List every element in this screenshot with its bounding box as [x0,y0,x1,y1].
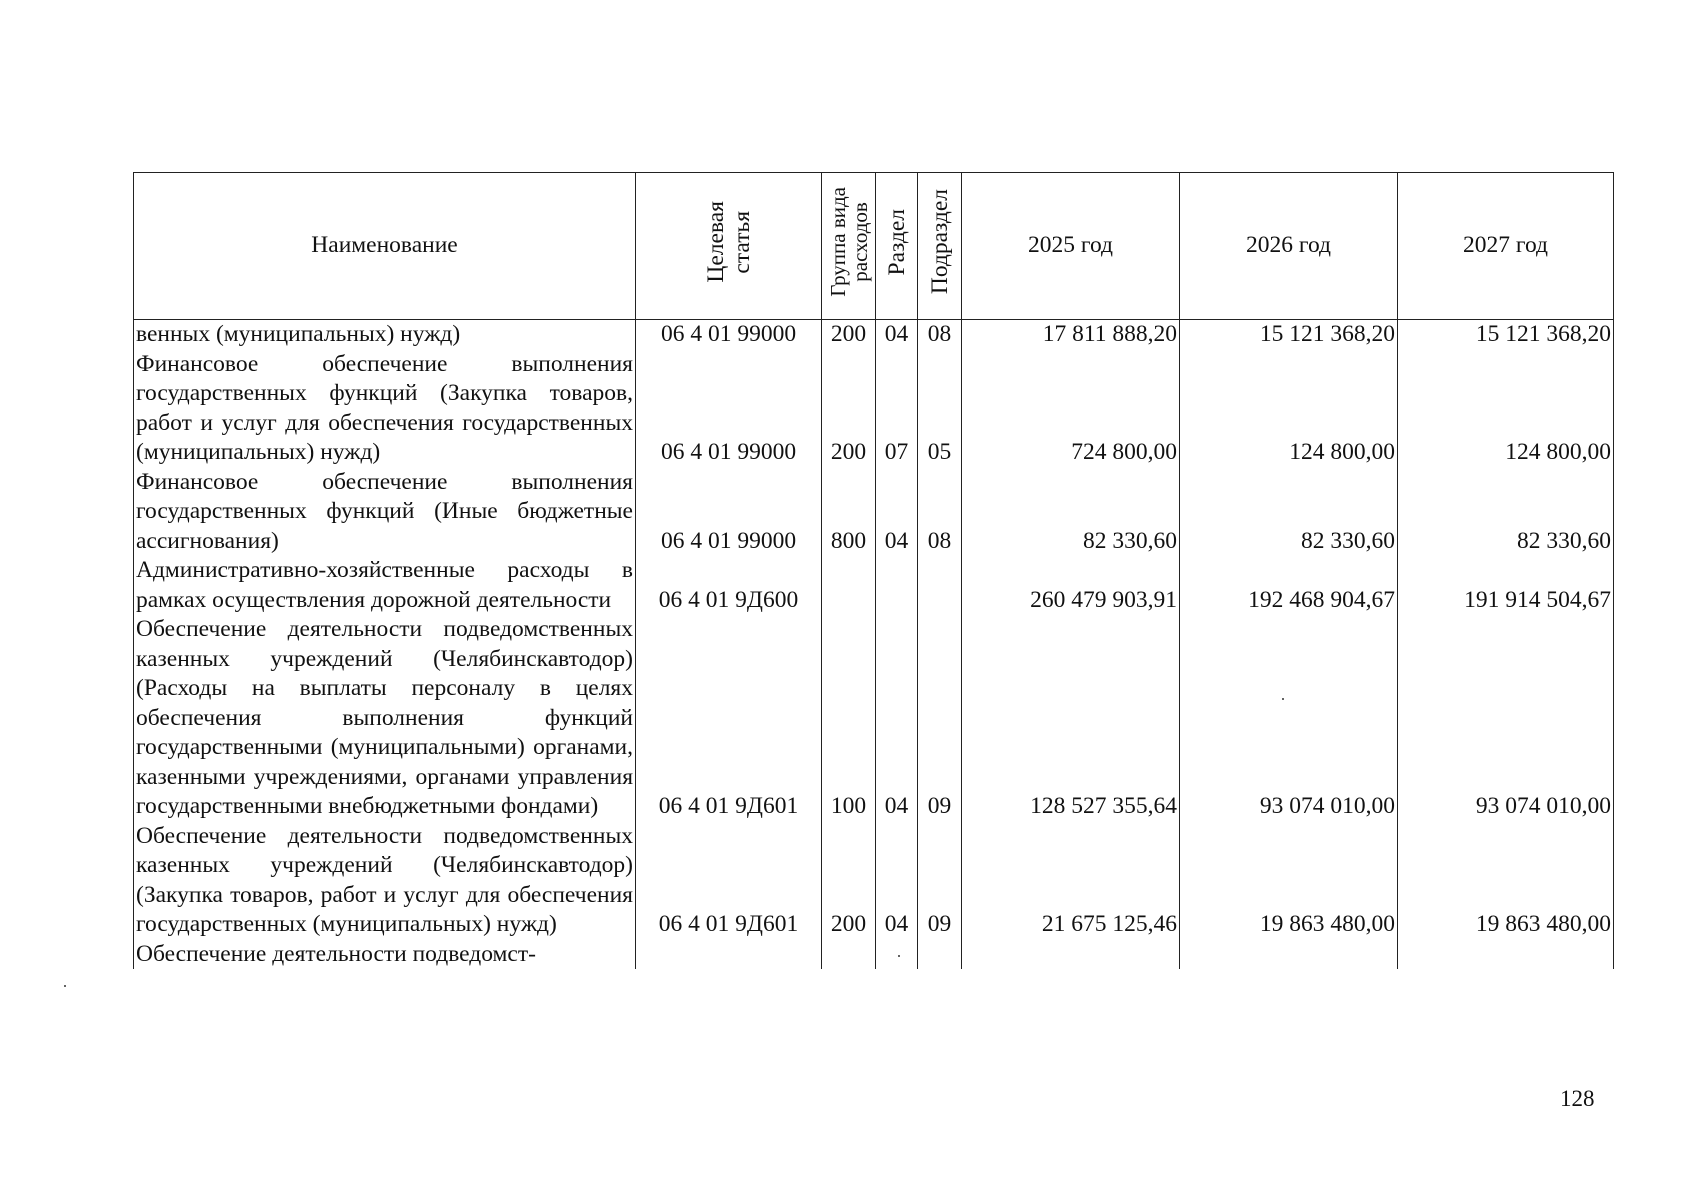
table-row [134,615,1614,822]
row-section: 04 [876,468,918,557]
row-amount-2025: 17 811 888,20 [962,320,1180,350]
table-row [134,940,1614,970]
row-section [876,940,918,970]
row-target-article: 06 4 01 9Д600 [636,556,822,615]
row-subsection: 08 [918,320,962,350]
row-amount-2027: 124 800,00 [1398,350,1614,468]
row-amount-2026: 15 121 368,20 [1180,320,1398,350]
row-amount-2027: 15 121 368,20 [1398,320,1614,350]
row-amount-2026: 93 074 010,00 [1180,615,1398,822]
row-name: Обеспечение деятельности подведомственных казенных учреждений (Челябинскавтодор) (Расходы на выплаты персоналу в целях обеспечения выполнения функций государственными (муниципальными) органами, казенными учреждениями, органами управления государственными внебюджетными фондами) [134,615,636,822]
row-name: Административно-хозяйственные расходы в рамках осуществления дорожной деятельности [134,556,636,615]
row-expense-group: 200 [822,320,876,350]
header-target-article: Целевая статья [636,173,822,320]
header-name: Наименование [134,173,636,320]
row-subsection [918,556,962,615]
row-section: 04 [876,320,918,350]
row-amount-2026: 19 863 480,00 [1180,822,1398,940]
row-target-article: 06 4 01 99000 [636,350,822,468]
row-amount-2025 [962,940,1180,970]
header-2026: 2026 год [1180,173,1398,320]
row-name: Финансовое обеспечение выполнения государственных функций (Иные бюджетные ассигнования) [134,468,636,557]
table-row [134,320,1614,350]
header-2025: 2025 год [962,173,1180,320]
row-name: венных (муниципальных) нужд) [134,320,636,350]
row-amount-2027: 93 074 010,00 [1398,615,1614,822]
row-expense-group: 200 [822,350,876,468]
table-row [134,468,1614,557]
row-subsection: 09 [918,822,962,940]
row-expense-group [822,556,876,615]
row-amount-2027: 82 330,60 [1398,468,1614,557]
row-section [876,556,918,615]
row-name: Обеспечение деятельности подведомст- [134,940,636,970]
row-subsection: 08 [918,468,962,557]
row-amount-2026: 124 800,00 [1180,350,1398,468]
row-amount-2025: 82 330,60 [962,468,1180,557]
row-expense-group: 200 [822,822,876,940]
header-2027: 2027 год [1398,173,1614,320]
row-amount-2027: 19 863 480,00 [1398,822,1614,940]
row-name: Обеспечение деятельности подведомственных казенных учреждений (Челябинскавтодор) (Закупка товаров, работ и услуг для обеспечения государственных (муниципальных) нужд) [134,822,636,940]
row-amount-2026: 82 330,60 [1180,468,1398,557]
budget-table [133,172,1614,969]
header-subsection: Подраздел [918,173,962,320]
row-section: 07 [876,350,918,468]
row-subsection [918,940,962,970]
row-amount-2027: 191 914 504,67 [1398,556,1614,615]
row-expense-group: 100 [822,615,876,822]
table-row [134,350,1614,468]
row-name: Финансовое обеспечение выполнения государственных функций (Закупка товаров, работ и услуг для обеспечения государственных (муниципальных) нужд) [134,350,636,468]
table-row [134,556,1614,615]
row-subsection: 05 [918,350,962,468]
header-expense-group: Группа вида расходов [822,173,876,320]
header-section: Раздел [876,173,918,320]
row-subsection: 09 [918,615,962,822]
table-row [134,822,1614,940]
row-section: 04 [876,822,918,940]
row-target-article: 06 4 01 99000 [636,320,822,350]
scan-speck [1282,698,1284,700]
row-target-article: 06 4 01 99000 [636,468,822,557]
row-amount-2026: 192 468 904,67 [1180,556,1398,615]
row-amount-2026 [1180,940,1398,970]
row-section: 04 [876,615,918,822]
row-expense-group: 800 [822,468,876,557]
page-number: 128 [1560,1086,1595,1111]
row-amount-2027 [1398,940,1614,970]
row-amount-2025: 128 527 355,64 [962,615,1180,822]
row-target-article: 06 4 01 9Д601 [636,822,822,940]
row-target-article [636,940,822,970]
row-expense-group [822,940,876,970]
row-amount-2025: 724 800,00 [962,350,1180,468]
header-row [134,173,1614,320]
row-amount-2025: 260 479 903,91 [962,556,1180,615]
row-amount-2025: 21 675 125,46 [962,822,1180,940]
scan-speck [898,955,900,957]
scan-speck [64,985,66,987]
row-target-article: 06 4 01 9Д601 [636,615,822,822]
